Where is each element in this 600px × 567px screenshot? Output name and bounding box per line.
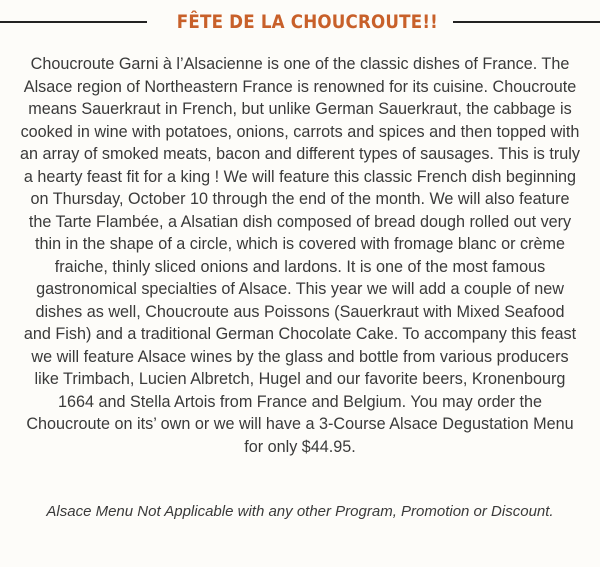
disclaimer-note: Alsace Menu Not Applicable with any other Program, Promotion or Discount. xyxy=(46,503,554,520)
article-body: Choucroute Garni à l’Alsacienne is one of the classic dishes of France. The Alsace region of Northeastern France is renowned for its cuisine. Choucroute means Sauerkraut in French, but unlike German Sauerkraut, the cabbage is cooked in wine with potatoes, onions, carrots and spices and then topped with an array of smoked meats, bacon and different types of sausages. This is truly a hearty feast fit for a king ! We will feature this classic French dish beginning on Thursday, October 10 through the end of the month. We will also feature the Tarte Flambée, a Alsatian dish composed of bread dough rolled out very thin in the shape of a circle, which is covered with fromage blanc or crème fraiche, thinly sliced onions and lardons. It is one of the most famous gastronomical specialties of Alsace. This year we will add a couple of new dishes as well, Choucroute aus Poissons (Sauerkraut with Mixed Seafood and Fish) and a traditional German Chocolate Cake. To accompany this feast we will feature Alsace wines by the glass and bottle from various producers like Trimbach, Lucien Albretch, Hugel and our favorite beers, Kronenbourg 1664 and Stella Artois from France and Belgium. You may order the Choucroute on its’ own or we will have a 3-Course Alsace Degustation Menu for only $44.95. xyxy=(20,55,580,456)
section-header xyxy=(0,8,600,36)
header-rule-left xyxy=(0,21,147,23)
page-title: FÊTE DE LA CHOUCROUTE!! xyxy=(176,11,438,33)
header-rule-right xyxy=(453,21,600,23)
